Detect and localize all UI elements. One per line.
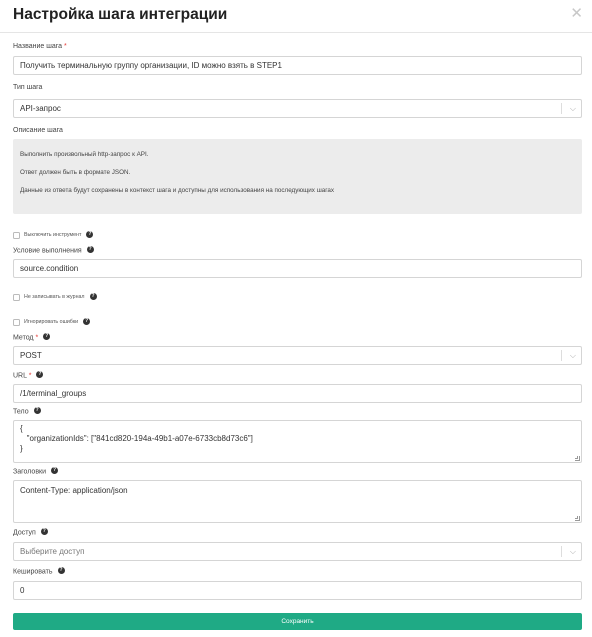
no-log-row (13, 292, 97, 302)
condition-label: Условие выполнения ? (13, 246, 92, 255)
close-icon[interactable]: ✕ (570, 5, 583, 22)
step-type-value: API-запрос (20, 104, 61, 113)
ignore-errors-row (13, 317, 90, 327)
description-line: Ответ должен быть в формате JSON. (20, 169, 131, 176)
help-icon[interactable]: ? (38, 371, 42, 377)
required-mark: * (35, 334, 39, 342)
chevron-down-icon[interactable]: ⌵ (569, 104, 576, 113)
url-input[interactable]: /1/terminal_groups (13, 384, 582, 403)
disable-tool-row (13, 230, 93, 240)
condition-input[interactable]: source.condition (13, 259, 582, 278)
select-separator (561, 350, 562, 361)
method-select[interactable] (13, 346, 582, 365)
step-name-input[interactable]: Получить терминальную группу организации, ID можно взять в STEP1 (13, 56, 582, 75)
body-label: Тело ? (13, 407, 39, 416)
help-icon[interactable]: ? (59, 567, 63, 573)
help-icon[interactable]: ? (42, 528, 46, 534)
body-line: "organizationIds": ["841cd820-194a-49b1-a07e-6733cb8d73c6"] (20, 434, 253, 443)
select-separator (561, 103, 562, 114)
ignore-errors-label: Игнорировать ошибки (24, 319, 79, 325)
help-icon[interactable]: ? (45, 333, 49, 339)
save-button[interactable]: Сохранить (13, 613, 582, 630)
description-line: Данные из ответа будут сохранены в контекст шага и доступны для использования на последующих шагах (20, 187, 335, 194)
step-type-select[interactable] (13, 99, 582, 118)
select-separator (561, 546, 562, 557)
description-box (13, 139, 582, 214)
resize-handle-icon[interactable] (575, 456, 580, 461)
disable-tool-checkbox[interactable] (13, 232, 20, 239)
help-icon[interactable]: ? (91, 292, 95, 299)
headers-label: Заголовки ? (13, 467, 57, 476)
headers-value: Content-Type: application/json (20, 486, 128, 495)
help-icon[interactable]: ? (52, 467, 57, 473)
resize-handle-icon[interactable] (575, 516, 580, 521)
help-icon[interactable]: ? (35, 407, 39, 413)
required-mark: * (28, 372, 32, 380)
dialog-header (0, 0, 592, 33)
method-value: POST (20, 351, 42, 360)
step-type-label: Тип шага (13, 84, 43, 91)
chevron-down-icon[interactable]: ⌵ (569, 351, 576, 360)
dialog-title: Настройка шага интеграции (13, 6, 228, 23)
method-label: Метод * ? (13, 333, 49, 342)
access-label: Доступ ? (13, 528, 46, 537)
description-label: Описание шага (13, 127, 63, 134)
cache-input[interactable]: 0 (13, 581, 582, 600)
required-mark: * (63, 43, 67, 50)
description-line: Выполнить произвольный http-запрос к API. (20, 151, 149, 158)
body-textarea[interactable] (13, 420, 582, 463)
access-placeholder: Выберите доступ (20, 547, 85, 556)
no-log-checkbox[interactable] (13, 294, 20, 301)
url-label: URL * ? (13, 371, 42, 380)
access-select[interactable] (13, 542, 582, 561)
body-line: } (20, 444, 23, 453)
help-icon[interactable]: ? (85, 317, 89, 324)
help-icon[interactable]: ? (88, 246, 92, 252)
no-log-label: Не записывать в журнал (24, 294, 85, 300)
help-icon[interactable]: ? (88, 230, 92, 237)
step-name-label: Название шага * (13, 43, 67, 50)
headers-textarea[interactable] (13, 480, 582, 523)
cache-label: Кешировать ? (13, 567, 63, 576)
chevron-down-icon[interactable]: ⌵ (569, 547, 576, 556)
disable-tool-label: Выключить инструмент (24, 232, 82, 238)
body-line: { (20, 424, 23, 433)
ignore-errors-checkbox[interactable] (13, 319, 20, 326)
